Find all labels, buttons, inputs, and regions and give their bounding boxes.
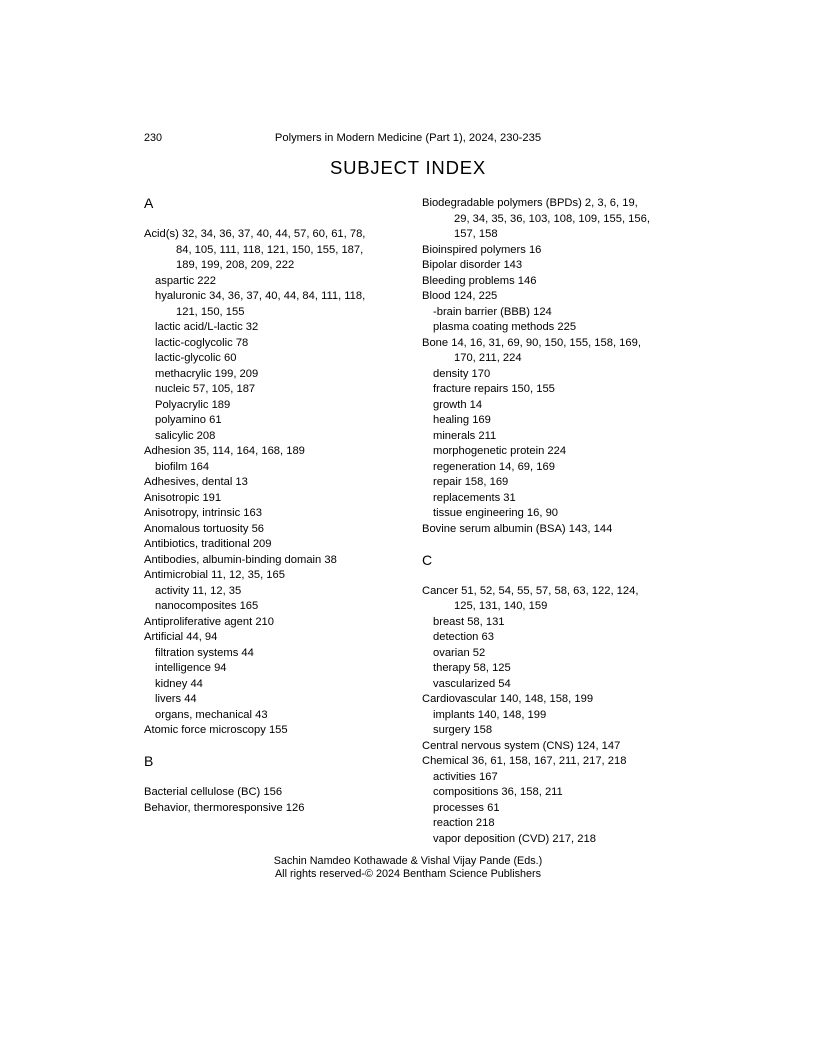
index-entry: Bioinspired polymers 16 bbox=[422, 243, 542, 256]
index-subentry: processes 61 bbox=[433, 801, 500, 814]
index-entry: Bacterial cellulose (BC) 156 bbox=[144, 786, 283, 798]
index-subentry: filtration systems 44 bbox=[155, 646, 254, 659]
index-entry: Bleeding problems 146 bbox=[422, 274, 537, 287]
index-entry: Antibodies, albumin-binding domain 38 bbox=[144, 553, 337, 566]
index-subentry: implants 140, 148, 199 bbox=[433, 708, 547, 721]
page-title: SUBJECT INDEX bbox=[329, 157, 487, 178]
index-entry: Antibiotics, traditional 209 bbox=[144, 538, 272, 550]
blank-line bbox=[144, 770, 422, 786]
index-columns bbox=[144, 196, 700, 847]
index-entry: Anisotropy, intrinsic 163 bbox=[144, 507, 262, 519]
index-subentry: salicylic 208 bbox=[155, 429, 216, 442]
blank-line bbox=[422, 568, 700, 584]
index-continuation: 84, 105, 111, 118, 121, 150, 155, 187, bbox=[176, 243, 364, 256]
index-subentry: tissue engineering 16, 90 bbox=[433, 507, 559, 519]
index-entry: Chemical 36, 61, 158, 167, 211, 217, 218 bbox=[422, 755, 627, 767]
index-subentry: kidney 44 bbox=[155, 677, 203, 690]
index-entry: Bovine serum albumin (BSA) 143, 144 bbox=[422, 522, 613, 535]
section-heading: C bbox=[422, 551, 433, 568]
index-subentry: vapor deposition (CVD) 217, 218 bbox=[433, 832, 596, 845]
index-subentry: Polyacrylic 189 bbox=[155, 398, 231, 411]
index-entry: Antimicrobial 11, 12, 35, 165 bbox=[144, 569, 285, 581]
page-number: 230 bbox=[144, 132, 163, 144]
index-continuation: 170, 211, 224 bbox=[454, 352, 522, 364]
index-entry: Adhesion 35, 114, 164, 168, 189 bbox=[144, 445, 305, 457]
index-subentry: organs, mechanical 43 bbox=[155, 708, 268, 721]
blank-line bbox=[422, 537, 700, 553]
index-subentry: vascularized 54 bbox=[433, 677, 511, 690]
index-subentry: nucleic 57, 105, 187 bbox=[155, 383, 256, 395]
index-subentry: detection 63 bbox=[433, 631, 494, 643]
index-subentry: polyamino 61 bbox=[155, 414, 222, 426]
index-subentry: intelligence 94 bbox=[155, 662, 227, 674]
index-entry: Biodegradable polymers (BPDs) 2, 3, 6, 19, bbox=[422, 197, 638, 209]
index-entry: Atomic force microscopy 155 bbox=[144, 724, 288, 736]
footer bbox=[0, 855, 816, 881]
index-entry: Cardiovascular 140, 148, 158, 199 bbox=[422, 693, 594, 705]
index-continuation: 121, 150, 155 bbox=[176, 305, 245, 318]
index-subentry: nanocomposites 165 bbox=[155, 600, 259, 612]
index-entry: Antiproliferative agent 210 bbox=[144, 615, 274, 628]
index-subentry: methacrylic 199, 209 bbox=[155, 367, 259, 380]
index-column-left bbox=[144, 196, 422, 847]
index-subentry: fracture repairs 150, 155 bbox=[433, 383, 555, 395]
index-subentry: healing 169 bbox=[433, 414, 491, 426]
index-subentry: lactic acid/L-lactic 32 bbox=[155, 321, 259, 333]
footer-editors: Sachin Namdeo Kothawade & Vishal Vijay Pande (Eds.) bbox=[273, 855, 543, 867]
index-entry: Artificial 44, 94 bbox=[144, 631, 218, 643]
blank-line bbox=[144, 739, 422, 755]
index-entry: Anomalous tortuosity 56 bbox=[144, 522, 265, 535]
index-continuation: 29, 34, 35, 36, 103, 108, 109, 155, 156, bbox=[454, 212, 650, 225]
running-header: Polymers in Modern Medicine (Part 1), 2024, 230-235 bbox=[274, 132, 542, 144]
index-subentry: lactic-glycolic 60 bbox=[155, 352, 237, 364]
index-subentry: activity 11, 12, 35 bbox=[155, 584, 242, 597]
index-entry: Blood 124, 225 bbox=[422, 290, 498, 302]
index-subentry: growth 14 bbox=[433, 398, 483, 411]
index-subentry: aspartic 222 bbox=[155, 274, 216, 287]
index-subentry: repair 158, 169 bbox=[433, 476, 509, 488]
index-subentry: surgery 158 bbox=[433, 724, 493, 736]
index-subentry: hyaluronic 34, 36, 37, 40, 44, 84, 111, 118, bbox=[155, 290, 366, 302]
section-heading: B bbox=[144, 753, 154, 769]
index-subentry: activities 167 bbox=[433, 770, 498, 783]
index-subentry: livers 44 bbox=[155, 693, 197, 705]
index-subentry: minerals 211 bbox=[433, 429, 497, 442]
blank-line bbox=[144, 212, 422, 228]
index-continuation: 125, 131, 140, 159 bbox=[454, 600, 548, 612]
index-entry: Bipolar disorder 143 bbox=[422, 259, 523, 271]
section-heading: A bbox=[144, 195, 154, 211]
index-subentry: plasma coating methods 225 bbox=[433, 321, 577, 333]
index-entry: Cancer 51, 52, 54, 55, 57, 58, 63, 122, 124, bbox=[422, 584, 639, 597]
index-subentry: breast 58, 131 bbox=[433, 615, 505, 628]
footer-copyright: All rights reserved-© 2024 Bentham Science Publishers bbox=[274, 868, 541, 881]
index-subentry: compositions 36, 158, 211 bbox=[433, 786, 563, 798]
index-entry: Acid(s) 32, 34, 36, 37, 40, 44, 57, 60, 61, 78, bbox=[144, 228, 366, 240]
index-subentry: biofilm 164 bbox=[155, 460, 210, 473]
index-entry: Bone 14, 16, 31, 69, 90, 150, 155, 158, 169, bbox=[422, 336, 641, 349]
index-subentry: therapy 58, 125 bbox=[433, 662, 511, 674]
index-continuation: 189, 199, 208, 209, 222 bbox=[176, 259, 295, 271]
index-subentry: morphogenetic protein 224 bbox=[433, 445, 567, 457]
index-entry: Central nervous system (CNS) 124, 147 bbox=[422, 739, 621, 752]
index-subentry: replacements 31 bbox=[433, 491, 516, 504]
index-subentry: ovarian 52 bbox=[433, 646, 486, 659]
index-continuation: 157, 158 bbox=[454, 228, 498, 240]
index-entry: Anisotropic 191 bbox=[144, 491, 222, 504]
index-subentry: lactic-coglycolic 78 bbox=[155, 336, 249, 349]
index-entry: Behavior, thermoresponsive 126 bbox=[144, 801, 305, 814]
index-subentry: -brain barrier (BBB) 124 bbox=[433, 305, 552, 318]
index-subentry: density 170 bbox=[433, 367, 491, 380]
index-column-right bbox=[422, 196, 700, 847]
index-entry: Adhesives, dental 13 bbox=[144, 476, 248, 488]
index-subentry: reaction 218 bbox=[433, 817, 495, 829]
index-subentry: regeneration 14, 69, 169 bbox=[433, 460, 555, 473]
